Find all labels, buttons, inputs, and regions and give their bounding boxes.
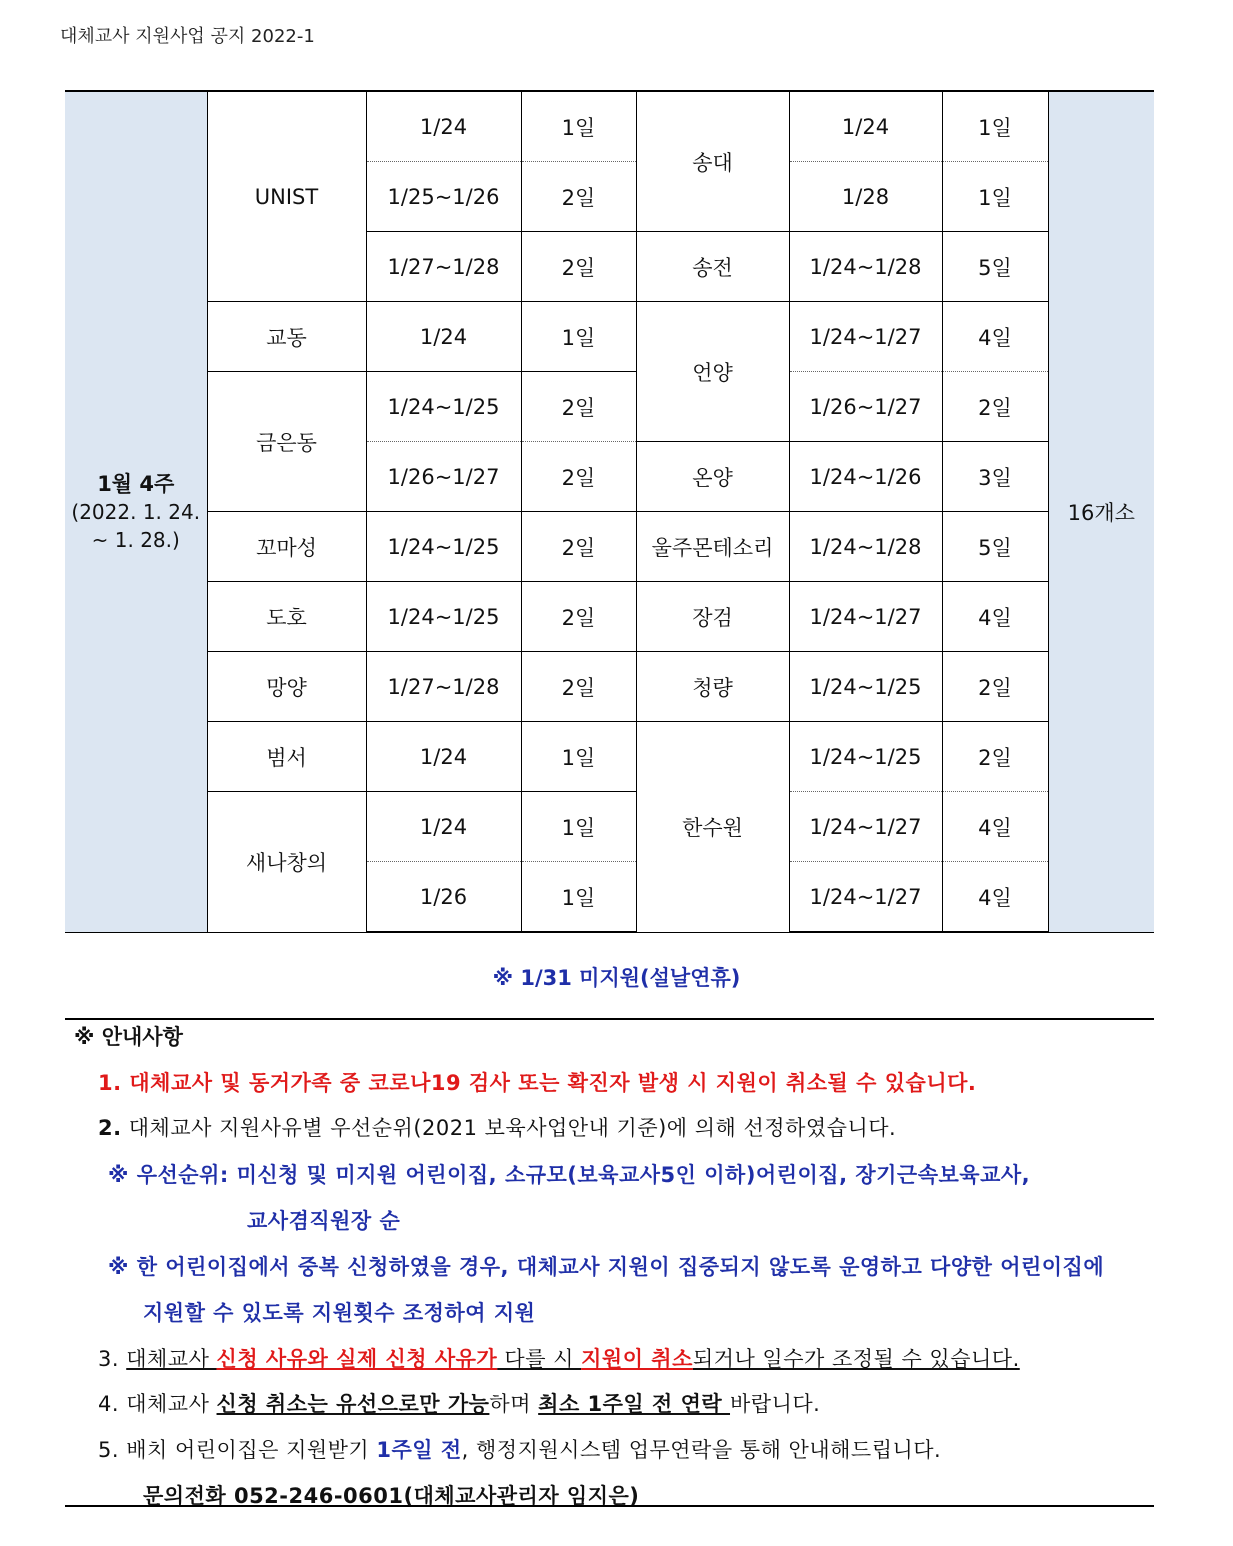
table-row xyxy=(65,582,1154,652)
guide-item-5-part-a: 5. 배치 어린이집은 지원받기 xyxy=(98,1438,377,1462)
days-cell: 2일 xyxy=(521,442,636,512)
date-cell: 1/25~1/26 xyxy=(366,162,521,232)
guide-item-2-number: 2. xyxy=(98,1116,122,1140)
guide-title: ※ 안내사항 xyxy=(74,1025,183,1049)
date-cell: 1/26~1/27 xyxy=(366,442,521,512)
divider xyxy=(65,1018,1154,1020)
table-row xyxy=(65,512,1154,582)
total-count: 16개소 xyxy=(1048,91,1154,932)
week-range-start: (2022. 1. 24. xyxy=(71,499,201,524)
days-cell: 1일 xyxy=(521,302,636,372)
guide-item-4-part-d: 최소 1주일 전 연락 xyxy=(538,1392,731,1416)
center-name: 한수원 xyxy=(636,722,789,933)
days-cell: 4일 xyxy=(942,862,1048,933)
center-name: 금은동 xyxy=(207,372,366,512)
guide-item-5-part-c: , 행정지원시스템 업무연락을 통해 안내해드립니다. xyxy=(461,1438,942,1462)
table-row xyxy=(65,91,1154,162)
guide-item-2 xyxy=(98,1112,896,1142)
center-name: 꼬마성 xyxy=(207,512,366,582)
week-title: 1월 4주 xyxy=(97,471,175,496)
date-cell: 1/28 xyxy=(789,162,942,232)
table-row xyxy=(65,372,1154,442)
table-row xyxy=(65,652,1154,722)
guide-item-4-part-b: 신청 취소는 유선으로만 가능 xyxy=(216,1392,490,1416)
center-name: UNIST xyxy=(207,91,366,302)
date-cell: 1/24 xyxy=(789,91,942,162)
guide-item-4-part-e: 바랍니다. xyxy=(730,1392,821,1416)
guide-item-1: 1. 대체교사 및 동거가족 중 코로나19 검사 또는 확진자 발생 시 지원이 취소될 수 있습니다. xyxy=(98,1071,977,1095)
guide-item-5-part-b: 1주일 전 xyxy=(376,1438,462,1462)
contact-phone: 문의전화 052-246-0601(대체교사관리자 임지은) xyxy=(143,1484,640,1508)
guide-item-3-part-d: 지원이 취소 xyxy=(581,1347,693,1371)
week-cell xyxy=(65,91,207,932)
guide-item-3-part-e: 되거나 일수가 조정될 수 있습니다. xyxy=(692,1347,1020,1371)
days-cell: 4일 xyxy=(942,582,1048,652)
days-cell: 2일 xyxy=(521,232,636,302)
table-row xyxy=(65,302,1154,372)
schedule-table xyxy=(65,90,1154,933)
date-cell: 1/24~1/27 xyxy=(789,792,942,862)
days-cell: 2일 xyxy=(521,512,636,582)
date-cell: 1/24~1/25 xyxy=(789,722,942,792)
days-cell: 2일 xyxy=(942,652,1048,722)
days-cell: 2일 xyxy=(521,372,636,442)
holiday-notice: ※ 1/31 미지원(설날연휴) xyxy=(492,966,741,990)
center-name: 언양 xyxy=(636,302,789,442)
days-cell: 1일 xyxy=(521,792,636,862)
days-cell: 3일 xyxy=(942,442,1048,512)
guide-item-4-part-a: 4. 대체교사 xyxy=(98,1392,217,1416)
guide-item-5 xyxy=(98,1434,941,1464)
center-name: 온양 xyxy=(636,442,789,512)
center-name: 청량 xyxy=(636,652,789,722)
guide-item-4-part-c: 하며 xyxy=(489,1392,539,1416)
center-name: 망양 xyxy=(207,652,366,722)
date-cell: 1/26 xyxy=(366,862,521,933)
date-cell: 1/24~1/25 xyxy=(789,652,942,722)
guide-item-4 xyxy=(98,1388,820,1418)
days-cell: 2일 xyxy=(521,162,636,232)
date-cell: 1/24~1/25 xyxy=(366,582,521,652)
priority-note: ※ 우선순위: 미신청 및 미지원 어린이집, 소규모(보육교사5인 이하)어린이집, 장기근속보육교사, xyxy=(108,1163,1031,1187)
priority-note-continued: 교사겸직원장 순 xyxy=(247,1209,401,1233)
date-cell: 1/24~1/28 xyxy=(789,232,942,302)
days-cell: 2일 xyxy=(521,652,636,722)
days-cell: 2일 xyxy=(521,582,636,652)
duplicate-note: ※ 한 어린이집에서 중복 신청하였을 경우, 대체교사 지원이 집중되지 않도록 운영하고 다양한 어린이집에 xyxy=(108,1255,1105,1279)
date-cell: 1/27~1/28 xyxy=(366,652,521,722)
center-name: 새나창의 xyxy=(207,792,366,933)
center-name: 도호 xyxy=(207,582,366,652)
date-cell: 1/24~1/25 xyxy=(366,512,521,582)
date-cell: 1/24~1/27 xyxy=(789,862,942,933)
date-cell: 1/26~1/27 xyxy=(789,372,942,442)
date-cell: 1/24~1/25 xyxy=(366,372,521,442)
date-cell: 1/24~1/26 xyxy=(789,442,942,512)
date-cell: 1/24 xyxy=(366,792,521,862)
document-header: 대체교사 지원사업 공지 2022-1 xyxy=(60,26,315,47)
days-cell: 2일 xyxy=(942,372,1048,442)
center-name: 장검 xyxy=(636,582,789,652)
days-cell: 4일 xyxy=(942,792,1048,862)
guide-item-3-part-a: 대체교사 xyxy=(126,1347,217,1371)
duplicate-note-continued: 지원할 수 있도록 지원횟수 조정하여 지원 xyxy=(143,1301,536,1325)
days-cell: 5일 xyxy=(942,232,1048,302)
date-cell: 1/27~1/28 xyxy=(366,232,521,302)
bottom-divider xyxy=(65,1505,1154,1507)
days-cell: 4일 xyxy=(942,302,1048,372)
date-cell: 1/24 xyxy=(366,722,521,792)
days-cell: 5일 xyxy=(942,512,1048,582)
center-name: 교동 xyxy=(207,302,366,372)
week-range-end: ~ 1. 28.) xyxy=(91,527,180,552)
date-cell: 1/24 xyxy=(366,91,521,162)
table-row xyxy=(65,792,1154,862)
table-row xyxy=(65,722,1154,792)
center-name: 송대 xyxy=(636,91,789,232)
days-cell: 2일 xyxy=(942,722,1048,792)
center-name: 울주몬테소리 xyxy=(636,512,789,582)
date-cell: 1/24~1/28 xyxy=(789,512,942,582)
guide-item-3-part-c: 다를 시 xyxy=(497,1347,582,1371)
days-cell: 1일 xyxy=(521,722,636,792)
guide-item-3-number: 3. xyxy=(98,1347,127,1371)
date-cell: 1/24~1/27 xyxy=(789,302,942,372)
date-cell: 1/24 xyxy=(366,302,521,372)
center-name: 송전 xyxy=(636,232,789,302)
date-cell: 1/24~1/27 xyxy=(789,582,942,652)
guide-item-3 xyxy=(98,1343,1020,1373)
days-cell: 1일 xyxy=(521,91,636,162)
days-cell: 1일 xyxy=(521,862,636,933)
days-cell: 1일 xyxy=(942,91,1048,162)
guide-item-2-text: 대체교사 지원사유별 우선순위(2021 보육사업안내 기준)에 의해 선정하였습니다. xyxy=(121,1116,897,1140)
days-cell: 1일 xyxy=(942,162,1048,232)
center-name: 범서 xyxy=(207,722,366,792)
guide-item-3-part-b: 신청 사유와 실제 신청 사유가 xyxy=(216,1347,498,1371)
